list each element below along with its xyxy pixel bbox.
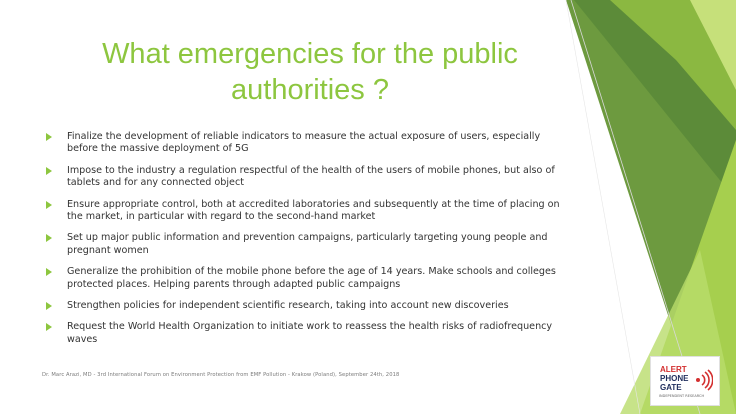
bullet-text: Impose to the industry a regulation respectful of the health of the users of mobile phones, but also of tablets and for any connected object <box>67 164 555 189</box>
bullet-item <box>44 300 564 312</box>
bullet-item <box>44 266 564 291</box>
bullet-item <box>44 165 564 190</box>
bullet-text: Ensure appropriate control, both at accredited laboratories and subsequently at the time of placing on the market, in particular with regard to the second-hand market <box>67 198 560 223</box>
logo-subtitle: INDEPENDENT RESEARCH <box>659 394 705 398</box>
bullet-item <box>44 199 564 224</box>
bullet-text: Request the World Health Organization to initiate work to reassess the health risks of radiofrequency waves <box>67 321 553 345</box>
bullet-text: Set up major public information and prevention campaigns, particularly targeting young people and pregnant women <box>67 232 548 256</box>
bullet-arrow-icon <box>46 302 52 310</box>
signal-waves-icon <box>695 369 713 391</box>
bullet-arrow-icon <box>46 268 52 276</box>
logo-line-2: PHONE <box>660 374 689 383</box>
bullet-item <box>44 232 564 257</box>
bullet-text: Strengthen policies for independent scientific research, taking into account new discoveries <box>67 300 509 312</box>
bullet-arrow-icon <box>46 201 52 209</box>
bullet-arrow-icon <box>46 133 52 141</box>
slide-title: What emergencies for the public authorities ? <box>102 38 518 106</box>
bullet-text: Generalize the prohibition of the mobile phone before the age of 14 years. Make schools and colleges protected places. Helping parents through adapted public campaigns <box>67 266 556 290</box>
bullet-item <box>44 131 564 156</box>
bullet-text: Finalize the development of reliable indicators to measure the actual exposure of users, especially before the massive deployment of 5G <box>67 131 541 155</box>
bullet-arrow-icon <box>46 167 52 175</box>
bullet-arrow-icon <box>46 323 52 331</box>
bullet-arrow-icon <box>46 234 52 242</box>
bullet-list <box>44 131 564 355</box>
logo-line-3: GATE <box>660 383 682 392</box>
alert-phonegate-logo <box>650 356 720 406</box>
bullet-item <box>44 321 564 346</box>
slide-footer: Dr. Marc Arazi, MD - 3rd International Forum on Environment Protection from EMF Pollution - Krakow (Poland), September 24th, 2018 <box>42 372 400 378</box>
logo-line-1: ALERT <box>660 365 687 374</box>
